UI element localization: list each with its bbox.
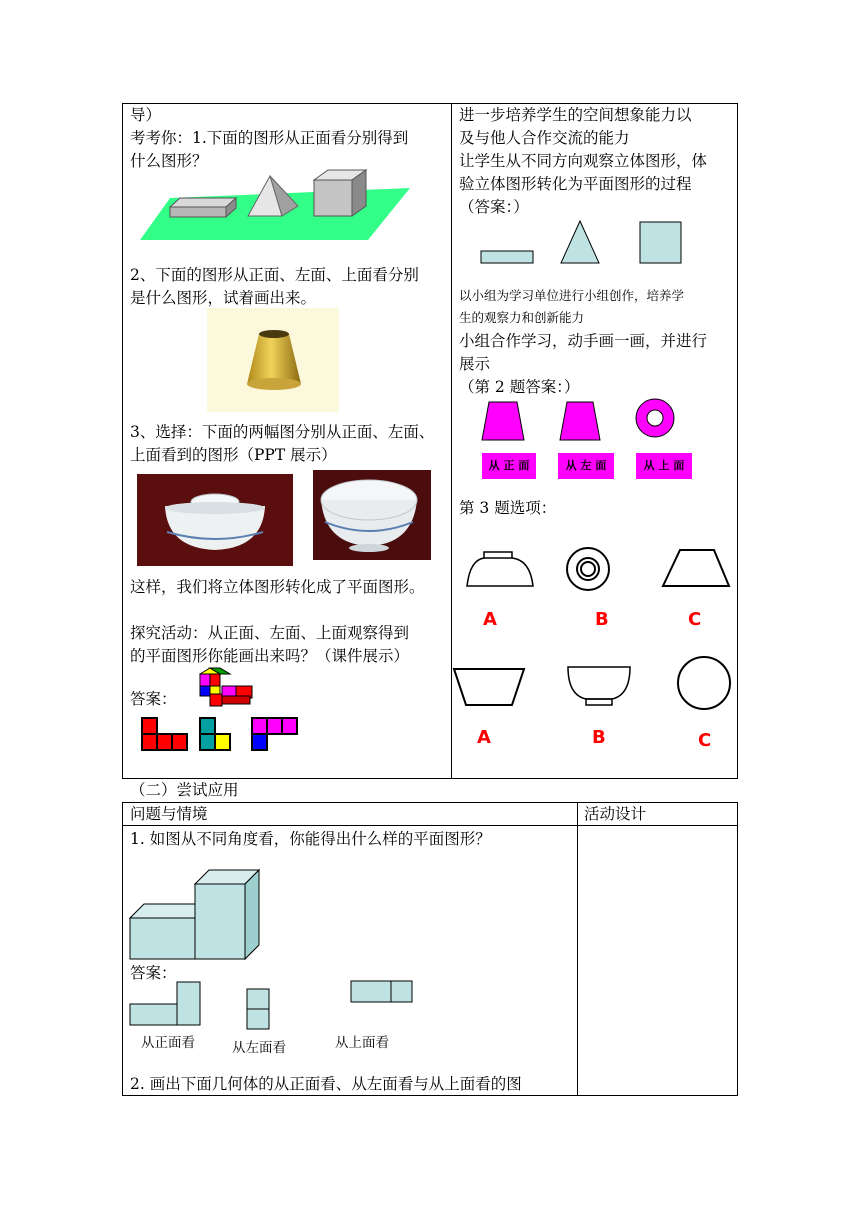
left-text-9: 探究活动：从正面、左面、上面观察得到 — [130, 624, 410, 642]
answer-left-view — [200, 718, 230, 750]
right-text-7: 生的观察力和创新能力 — [459, 310, 585, 325]
q1-answer-shapes — [480, 221, 686, 267]
right-text-1: 进一步培养学生的空间想象能力以 — [459, 106, 692, 124]
question-2: 2. 画出下面几何体的从正面看、从左面看与从上面看的图 — [130, 1075, 522, 1093]
view-label-top: 从 上 面 — [636, 453, 692, 479]
option-b-label-2: B — [592, 727, 606, 748]
option-c-label-1: C — [688, 609, 702, 630]
left-text-11: 答案： — [130, 690, 177, 708]
right-text-11: 第 3 题选项： — [459, 499, 557, 517]
frustum-image — [207, 308, 339, 412]
section-title: （二）尝试应用 — [130, 781, 239, 799]
option-c-label-2: C — [698, 730, 712, 751]
right-text-10: （第 2 题答案：） — [459, 378, 580, 396]
right-text-8: 小组合作学习，动手画一画，并进行 — [459, 332, 708, 350]
right-text-6: 以小组为学习单位进行小组创作，培养学 — [459, 288, 685, 303]
three-view-answer-shapes — [130, 980, 415, 1030]
left-text-8: 这样，我们将立体图形转化成了平面图形。 — [130, 578, 425, 596]
answer-front-view — [142, 718, 187, 750]
left-text-4: 2、下面的图形从正面、左面、上面看分别 — [130, 266, 419, 284]
right-text-3: 让学生从不同方向观察立体图形，体 — [459, 152, 708, 170]
left-text-2: 考考你：1.下面的图形从正面看分别得到 — [130, 129, 409, 147]
caption-left-view: 从左面看 — [232, 1040, 286, 1056]
bottom-table-column-divider — [577, 802, 578, 1096]
right-text-5: （答案：） — [459, 198, 529, 216]
right-text-2: 及与他人合作交流的能力 — [459, 129, 630, 147]
option-a-label-2: A — [477, 727, 491, 748]
option-a-label-1: A — [483, 609, 497, 630]
table-border-right — [737, 103, 738, 779]
right-text-4: 验立体图形转化为平面图形的过程 — [459, 175, 692, 193]
bottom-table-header-divider — [122, 825, 738, 826]
header-activity-design: 活动设计 — [584, 805, 647, 823]
q2-answer-shapes — [480, 398, 670, 444]
right-text-9: 展示 — [459, 355, 491, 373]
solids-on-base-figure — [140, 170, 410, 242]
left-view-shape — [247, 989, 269, 1029]
table-border-left — [122, 103, 123, 779]
caption-top-view: 从上面看 — [335, 1035, 389, 1051]
colored-cubes-figure — [196, 668, 256, 708]
block-3d-figure — [130, 866, 262, 962]
option-shapes-row-2 — [452, 655, 737, 713]
question-1: 1. 如图从不同角度看，你能得出什么样的平面图形？ — [130, 830, 491, 848]
front-view-shape — [130, 982, 200, 1025]
left-text-1: 导） — [130, 106, 162, 124]
header-problem-context: 问题与情境 — [130, 805, 208, 823]
left-text-10: 的平面图形你能画出来吗？（课件展示） — [130, 647, 410, 665]
top-view-shape — [351, 981, 412, 1002]
left-text-7: 上面看到的图形（PPT 展示） — [130, 446, 337, 464]
bowl-photo-upright — [313, 470, 431, 560]
bottom-table-border-bottom — [122, 1095, 738, 1096]
answer-label: 答案： — [130, 964, 177, 982]
option-shapes-row-1 — [462, 544, 737, 592]
bottom-table-border-right — [737, 802, 738, 1096]
left-text-3: 什么图形？ — [130, 152, 208, 170]
caption-front-view: 从正面看 — [141, 1035, 195, 1051]
answer-top-view — [252, 718, 297, 750]
left-text-5: 是什么图形，试着画出来。 — [130, 289, 317, 307]
bowl-photo-upside-down — [137, 474, 293, 566]
option-b-label-1: B — [595, 609, 609, 630]
view-label-front: 从 正 面 — [482, 453, 536, 479]
bottom-table-border-left — [122, 802, 123, 1096]
view-label-left: 从 左 面 — [558, 453, 614, 479]
answer-view-shapes — [142, 716, 302, 752]
left-text-6: 3、选择：下面的两幅图分别从正面、左面、 — [130, 423, 435, 441]
